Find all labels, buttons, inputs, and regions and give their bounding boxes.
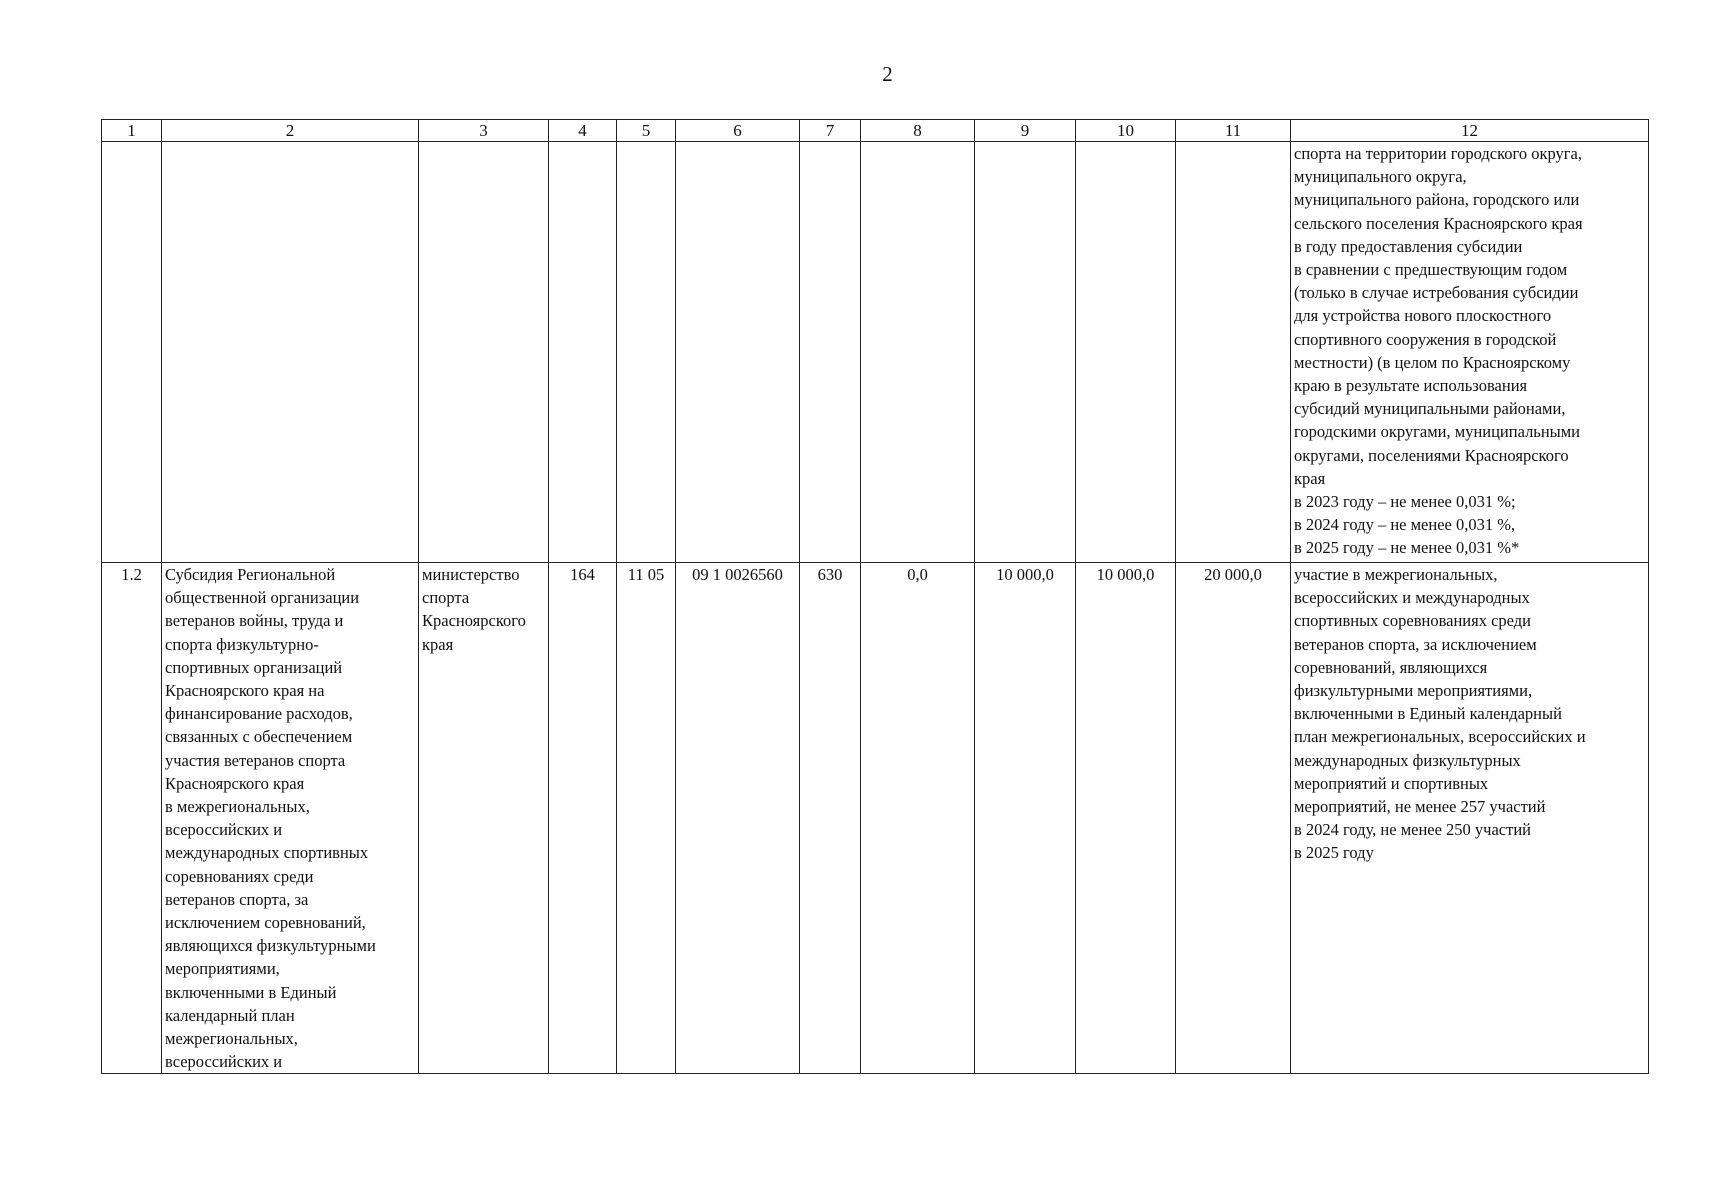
table-row	[102, 563, 1649, 1074]
text-line: Субсидия Региональной	[165, 565, 336, 584]
text-line: международных спортивных	[165, 843, 369, 863]
cell-vr: 630	[800, 563, 861, 1074]
text-line: спортивных соревнованиях среди	[1294, 611, 1532, 631]
cell-result	[1291, 142, 1649, 563]
text-line: спорта физкультурно-	[165, 634, 319, 654]
cell-admin	[419, 142, 549, 563]
text-line: министерство	[422, 565, 520, 584]
text-line: края	[1294, 468, 1326, 488]
cell-2024	[975, 142, 1076, 563]
text-line: соревнованиях среди	[165, 866, 314, 886]
text-line: ветеранов спорта, за исключением	[1294, 634, 1537, 654]
text-line: в сравнении с предшествующим годом	[1294, 260, 1568, 280]
text-line: соревнований, являющихся	[1294, 657, 1488, 677]
text-line: участие в межрегиональных,	[1294, 565, 1498, 584]
text-line: (только в случае истребования субсидии	[1294, 283, 1579, 303]
column-header-2: 2	[162, 120, 419, 142]
column-header-6: 6	[676, 120, 800, 142]
text-line: включенными в Единый	[165, 982, 337, 1002]
cell-num	[102, 142, 162, 563]
text-line: спорта	[422, 588, 470, 608]
text-line: городскими округами, муниципальными	[1294, 422, 1581, 442]
text-line: Красноярского края на	[165, 681, 325, 701]
text-line: в межрегиональных,	[165, 797, 310, 817]
cell-name	[162, 142, 419, 563]
text-line: межрегиональных,	[165, 1029, 298, 1049]
text-line: Красноярского	[422, 611, 526, 631]
text-line: исключением соревнований,	[165, 913, 366, 933]
text-line: местности) (в целом по Красноярскому	[1294, 352, 1571, 372]
text-line: муниципального округа,	[1294, 167, 1467, 187]
text-line: края	[422, 634, 454, 654]
text-line: связанных с обеспечением	[165, 727, 353, 747]
budget-table	[101, 119, 1649, 1074]
column-header-9: 9	[975, 120, 1076, 142]
text-line: в 2024 году – не менее 0,031 %,	[1294, 515, 1516, 535]
text-line: в году предоставления субсидии	[1294, 236, 1523, 256]
text-line: являющихся физкультурными	[165, 936, 376, 956]
text-line: ветеранов войны, труда и	[165, 611, 344, 631]
text-line: спортивного сооружения в городской	[1294, 329, 1557, 349]
cell-rzpr	[617, 142, 676, 563]
cell-total: 20 000,0	[1176, 563, 1291, 1074]
column-header-4: 4	[549, 120, 617, 142]
column-header-11: 11	[1176, 120, 1291, 142]
text-line: международных физкультурных	[1294, 750, 1521, 770]
text-line: спортивных организаций	[165, 657, 343, 677]
text-line: краю в результате использования	[1294, 376, 1528, 396]
text-line: в 2024 году, не менее 250 участий	[1294, 820, 1532, 840]
column-header-8: 8	[861, 120, 975, 142]
column-header-7: 7	[800, 120, 861, 142]
text-line: всероссийских и	[165, 1052, 283, 1072]
text-line: мероприятиями,	[165, 959, 280, 979]
column-header-3: 3	[419, 120, 549, 142]
text-line: включенными в Единый календарный	[1294, 704, 1562, 724]
cell-2024: 10 000,0	[975, 563, 1076, 1074]
text-line: мероприятий, не менее 257 участий	[1294, 797, 1546, 817]
cell-rzpr: 11 05	[617, 563, 676, 1074]
text-line: план межрегиональных, всероссийских и	[1294, 727, 1586, 747]
cell-admin	[419, 563, 549, 1074]
cell-2023: 0,0	[861, 563, 975, 1074]
text-line: в 2023 году – не менее 0,031 %;	[1294, 492, 1516, 512]
page-number: 2	[882, 62, 893, 86]
text-line: всероссийских и	[165, 820, 283, 840]
cell-2025: 10 000,0	[1076, 563, 1176, 1074]
text-line: мероприятий и спортивных	[1294, 773, 1489, 793]
text-line: Красноярского края	[165, 773, 305, 793]
column-header-1: 1	[102, 120, 162, 142]
cell-grbs	[549, 142, 617, 563]
cell-name	[162, 563, 419, 1074]
text-line: округами, поселениями Красноярского	[1294, 445, 1569, 465]
text-line: календарный план	[165, 1005, 295, 1025]
text-line: в 2025 году – не менее 0,031 %*	[1294, 538, 1520, 558]
cell-vr	[800, 142, 861, 563]
text-line: участия ветеранов спорта	[165, 750, 346, 770]
cell-2025	[1076, 142, 1176, 563]
cell-csr	[676, 142, 800, 563]
text-line: спорта на территории городского округа,	[1294, 144, 1582, 163]
text-line: физкультурными мероприятиями,	[1294, 681, 1533, 701]
cell-result	[1291, 563, 1649, 1074]
column-header-5: 5	[617, 120, 676, 142]
text-line: муниципального района, городского или	[1294, 190, 1580, 210]
header-row	[102, 120, 1649, 142]
text-line: для устройства нового плоскостного	[1294, 306, 1552, 326]
continuation-row	[102, 142, 1649, 563]
cell-csr: 09 1 0026560	[676, 563, 800, 1074]
text-line: ветеранов спорта, за	[165, 889, 309, 909]
text-line: сельского поселения Красноярского края	[1294, 213, 1583, 233]
cell-2023	[861, 142, 975, 563]
cell-total	[1176, 142, 1291, 563]
column-header-12: 12	[1291, 120, 1649, 142]
text-line: субсидий муниципальными районами,	[1294, 399, 1566, 419]
text-line: всероссийских и международных	[1294, 588, 1530, 608]
cell-num: 1.2	[102, 563, 162, 1074]
cell-grbs: 164	[549, 563, 617, 1074]
column-header-10: 10	[1076, 120, 1176, 142]
text-line: общественной организации	[165, 588, 360, 608]
text-line: в 2025 году	[1294, 843, 1374, 863]
text-line: финансирование расходов,	[165, 704, 353, 724]
